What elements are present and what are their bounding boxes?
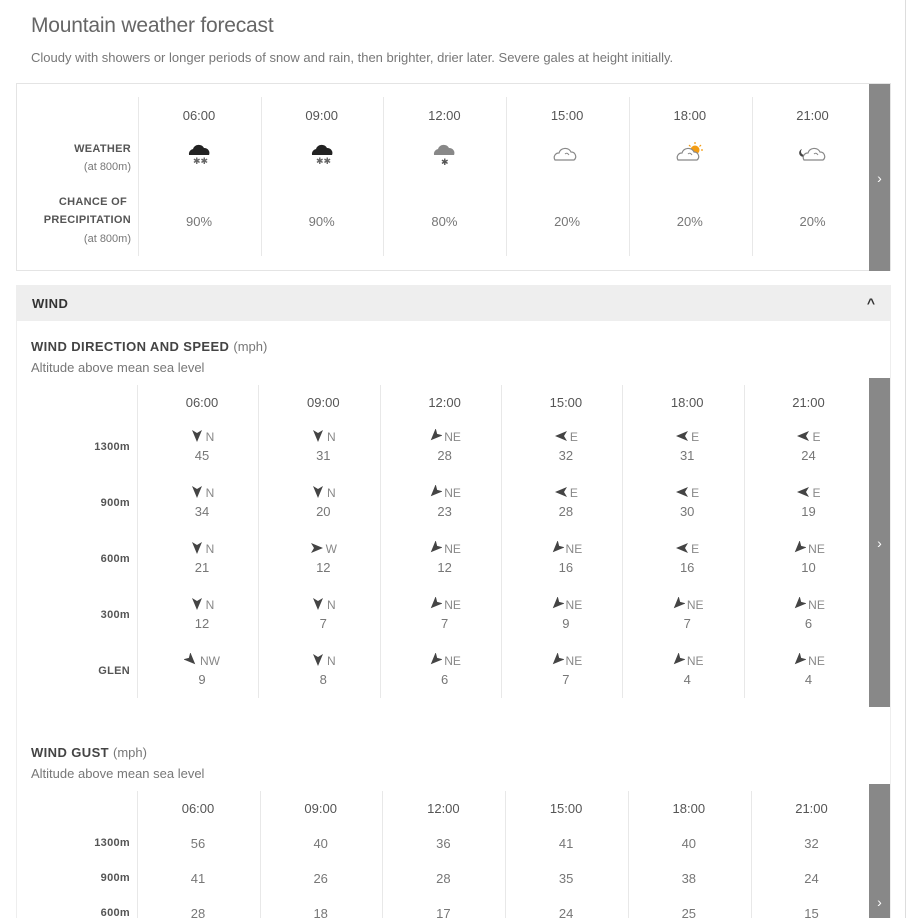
- time-header: 09:00: [307, 395, 340, 410]
- wind-speed: 7: [319, 616, 327, 631]
- wind-direction-label: NW: [200, 654, 220, 668]
- wind-speed: 34: [194, 504, 210, 519]
- wind-cell: [748, 539, 870, 575]
- light-snow-showers-icon: [383, 139, 505, 169]
- gust-value: 38: [681, 871, 697, 886]
- wind-speed: 19: [801, 504, 816, 519]
- wind-arrow-ne-icon: [550, 597, 564, 611]
- wind-direction-label: N: [326, 486, 336, 500]
- svg-text:✱: ✱: [441, 157, 449, 167]
- gust-value: 36: [436, 836, 451, 851]
- wind-speed: 12: [194, 616, 210, 631]
- wind-arrow-ne-icon: [671, 653, 685, 667]
- wind-cell: [141, 595, 263, 631]
- wind-arrow-n-icon: [190, 541, 204, 555]
- wind-direction-label: NE: [808, 654, 825, 668]
- wind-direction-label: E: [812, 430, 821, 444]
- altitude-label: 300m: [100, 609, 130, 621]
- gust-value: 41: [558, 836, 574, 851]
- wind-direction-label: E: [569, 430, 578, 444]
- wind-cell: [505, 483, 627, 519]
- gust-value: 28: [436, 871, 451, 886]
- wind-arrow-n-icon: [311, 653, 325, 667]
- wind-arrow-ne-icon: [671, 597, 685, 611]
- precip-value: 20%: [799, 214, 826, 229]
- wind-cell: [384, 539, 506, 575]
- wind-cell: [626, 483, 748, 519]
- wind-arrow-ne-icon: [428, 597, 442, 611]
- gust-value: 56: [190, 836, 206, 851]
- wind-cell: [262, 539, 384, 575]
- time-header: 06:00: [182, 108, 216, 123]
- wind-gust-unit: (mph): [113, 745, 147, 760]
- wind-direction-label: NE: [686, 654, 704, 668]
- gust-value: 41: [190, 871, 206, 886]
- wind-arrow-ne-icon: [428, 429, 442, 443]
- wind-direction-label: NE: [444, 542, 461, 556]
- precip-row-sublabel: (at 800m): [83, 233, 131, 245]
- time-header: 21:00: [795, 801, 828, 816]
- wind-direction-subtitle: Altitude above mean sea level: [31, 360, 205, 375]
- wind-speed: 10: [801, 560, 816, 575]
- wind-direction-label: NE: [808, 542, 825, 556]
- wind-arrow-ne-icon: [428, 653, 442, 667]
- wind-speed: 4: [804, 672, 813, 687]
- wind-arrow-e-icon: [675, 429, 689, 443]
- precip-value: 90%: [185, 214, 213, 229]
- wind-speed: 28: [437, 448, 452, 463]
- gust-value: 24: [804, 871, 819, 886]
- time-header: 06:00: [185, 395, 219, 410]
- chevron-right-icon: ›: [877, 534, 882, 551]
- wind-speed: 21: [194, 560, 210, 575]
- column-divider: [137, 385, 138, 698]
- precip-row-label-2: PRECIPITATION: [43, 214, 131, 226]
- gust-value: 25: [681, 906, 697, 918]
- wind-direction-label: NE: [565, 542, 583, 556]
- wind-speed: 20: [316, 504, 331, 519]
- time-header: 12:00: [428, 108, 461, 123]
- wind-arrow-e-icon: [675, 541, 689, 555]
- wind-speed: 6: [804, 616, 813, 631]
- wind-arrow-nw-icon: [184, 653, 198, 667]
- wind-speed: 12: [437, 560, 452, 575]
- wind-cell: [626, 651, 748, 687]
- time-header: 21:00: [792, 395, 825, 410]
- wind-arrow-n-icon: [311, 429, 325, 443]
- precip-value: 20%: [554, 214, 581, 229]
- altitude-label: GLEN: [98, 665, 130, 677]
- time-header: 09:00: [305, 108, 338, 123]
- wind-cell: [141, 539, 263, 575]
- wind-direction-unit: (mph): [233, 339, 268, 354]
- wind-speed: 7: [683, 616, 691, 631]
- wind-cell: [505, 595, 627, 631]
- wind-cell: [262, 595, 384, 631]
- wind-cell: [141, 651, 263, 687]
- wind-direction-label: N: [326, 598, 336, 612]
- wind-direction-label: N: [326, 430, 336, 444]
- gust-value: 40: [313, 836, 328, 851]
- weather-table: [16, 83, 891, 271]
- wind-arrow-n-icon: [190, 429, 204, 443]
- wind-speed: 12: [316, 560, 331, 575]
- wind-arrow-e-icon: [675, 485, 689, 499]
- precip-row-label-1: CHANCE OF: [58, 196, 127, 208]
- page-title: Mountain weather forecast: [31, 14, 274, 37]
- gust-value: 17: [436, 906, 451, 918]
- wind-cell: [748, 651, 870, 687]
- wind-direction-label: E: [812, 486, 821, 500]
- wind-speed: 7: [440, 616, 449, 631]
- wind-cell: [262, 651, 384, 687]
- wind-direction-next-button[interactable]: [869, 378, 890, 707]
- gust-value: 28: [190, 906, 206, 918]
- wind-direction-label: W: [325, 542, 337, 556]
- wind-direction-label: E: [691, 486, 700, 500]
- wind-section-toggle[interactable]: [16, 285, 891, 321]
- wind-direction-label: N: [205, 542, 215, 556]
- wind-direction-label: NE: [444, 598, 461, 612]
- wind-arrow-w-icon: [310, 541, 324, 555]
- wind-direction-label: E: [569, 486, 578, 500]
- wind-cell: [384, 483, 506, 519]
- wind-cell: [384, 595, 506, 631]
- wind-arrow-ne-icon: [792, 597, 806, 611]
- wind-arrow-ne-icon: [550, 653, 564, 667]
- wind-cell: [505, 427, 627, 463]
- time-header: 12:00: [428, 395, 461, 410]
- chevron-right-icon: ›: [877, 169, 882, 186]
- precip-value: 90%: [308, 214, 335, 229]
- partly-cloudy-sun-icon: [629, 139, 751, 169]
- altitude-label: 1300m: [94, 837, 130, 849]
- wind-arrow-n-icon: [190, 597, 204, 611]
- wind-section-title: WIND: [32, 295, 69, 311]
- wind-cell: [748, 483, 870, 519]
- altitude-label: 600m: [100, 553, 130, 565]
- wind-cell: [748, 427, 870, 463]
- time-header: 06:00: [181, 801, 215, 816]
- wind-arrow-ne-icon: [428, 541, 442, 555]
- gust-value: 15: [804, 906, 819, 918]
- time-header: 15:00: [549, 801, 583, 816]
- wind-direction-label: N: [205, 598, 215, 612]
- svg-text:✱✱: ✱✱: [193, 156, 209, 166]
- wind-speed: 24: [801, 448, 816, 463]
- precip-value: 80%: [431, 214, 458, 229]
- wind-cell: [141, 483, 263, 519]
- wind-gust-title: [31, 745, 147, 760]
- weather-row-label: WEATHER: [74, 143, 131, 155]
- gust-value: 35: [558, 871, 574, 886]
- wind-cell: [262, 483, 384, 519]
- wind-cell: [626, 427, 748, 463]
- wind-arrow-e-icon: [554, 429, 568, 443]
- wind-arrow-ne-icon: [428, 485, 442, 499]
- heavy-snow-showers-icon: [138, 139, 260, 169]
- wind-arrow-n-icon: [190, 485, 204, 499]
- time-header: 09:00: [304, 801, 337, 816]
- wind-cell: [262, 427, 384, 463]
- wind-direction-label: NE: [444, 430, 461, 444]
- gust-value: 18: [313, 906, 328, 918]
- wind-speed: 4: [683, 672, 691, 687]
- wind-speed: 23: [437, 504, 452, 519]
- wind-speed: 16: [558, 560, 574, 575]
- wind-arrow-e-icon: [554, 485, 568, 499]
- wind-speed: 28: [558, 504, 574, 519]
- wind-direction-label: N: [205, 486, 215, 500]
- wind-arrow-ne-icon: [792, 541, 806, 555]
- wind-gust-subtitle: Altitude above mean sea level: [31, 766, 205, 781]
- wind-arrow-n-icon: [311, 485, 325, 499]
- wind-direction-label: NE: [444, 486, 461, 500]
- wind-speed: 16: [679, 560, 695, 575]
- wind-direction-label: NE: [686, 598, 704, 612]
- wind-arrow-ne-icon: [550, 541, 564, 555]
- wind-direction-label: NE: [444, 654, 461, 668]
- gust-value: 26: [313, 871, 328, 886]
- wind-direction-label: N: [205, 430, 215, 444]
- wind-speed: 31: [316, 448, 331, 463]
- time-header: 21:00: [796, 108, 829, 123]
- svg-text:✱✱: ✱✱: [315, 156, 331, 166]
- time-header: 18:00: [672, 801, 706, 816]
- precip-value: 20%: [676, 214, 703, 229]
- wind-cell: [384, 651, 506, 687]
- wind-cell: [748, 595, 870, 631]
- wind-cell: [505, 539, 627, 575]
- wind-direction-label: NE: [565, 598, 583, 612]
- time-header: 18:00: [673, 108, 707, 123]
- wind-speed: 8: [319, 672, 327, 687]
- time-header: 15:00: [550, 108, 584, 123]
- partly-cloudy-moon-icon: [752, 139, 874, 169]
- gust-value: 32: [804, 836, 819, 851]
- wind-direction-label: NE: [565, 654, 583, 668]
- chevron-up-icon: ^: [866, 295, 875, 311]
- wind-speed: 31: [679, 448, 695, 463]
- gust-value: 40: [681, 836, 697, 851]
- time-header: 15:00: [549, 395, 583, 410]
- wind-speed: 30: [679, 504, 695, 519]
- wind-speed: 9: [198, 672, 206, 687]
- wind-arrow-e-icon: [796, 485, 810, 499]
- wind-cell: [505, 651, 627, 687]
- cloudy-icon: [506, 139, 628, 169]
- wind-gust-title-text: WIND GUST: [31, 745, 109, 760]
- wind-direction-title: [31, 339, 267, 354]
- altitude-label: 900m: [100, 872, 130, 884]
- wind-speed: 7: [562, 672, 570, 687]
- altitude-label: 1300m: [94, 441, 130, 453]
- altitude-label: 900m: [100, 497, 130, 509]
- wind-speed: 9: [562, 616, 570, 631]
- heavy-snow-showers-icon: [261, 139, 383, 169]
- wind-direction-label: N: [326, 654, 336, 668]
- wind-cell: [384, 427, 506, 463]
- weather-row-sublabel: (at 800m): [83, 161, 131, 173]
- wind-arrow-ne-icon: [792, 653, 806, 667]
- time-header: 12:00: [427, 801, 460, 816]
- wind-arrow-n-icon: [311, 597, 325, 611]
- gust-value: 24: [558, 906, 574, 918]
- wind-cell: [626, 595, 748, 631]
- wind-gust-next-button[interactable]: [869, 784, 890, 918]
- wind-cell: [626, 539, 748, 575]
- wind-arrow-e-icon: [796, 429, 810, 443]
- wind-speed: 6: [440, 672, 449, 687]
- wind-cell: [141, 427, 263, 463]
- time-header: 18:00: [670, 395, 704, 410]
- wind-direction-label: E: [691, 430, 700, 444]
- altitude-label: 600m: [100, 907, 130, 918]
- forecast-summary: Cloudy with showers or longer periods of snow and rain, then brighter, drier later. Severe gales at height initially.: [31, 50, 674, 65]
- wind-direction-label: E: [691, 542, 700, 556]
- wind-direction-title-text: WIND DIRECTION AND SPEED: [31, 339, 230, 354]
- wind-speed: 32: [558, 448, 574, 463]
- wind-direction-label: NE: [808, 598, 825, 612]
- chevron-right-icon: ›: [877, 894, 882, 910]
- wind-speed: 45: [194, 448, 210, 463]
